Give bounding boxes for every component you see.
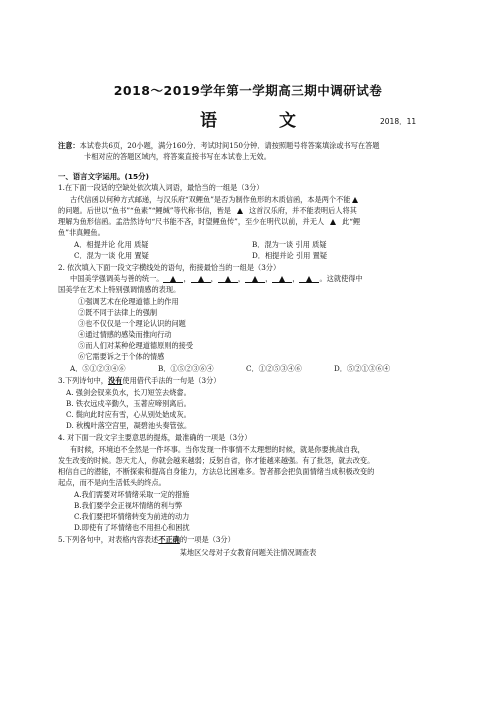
- exam-date: 2018．11: [380, 117, 417, 126]
- q1-option-d: D．相提并论 引用 置疑: [252, 251, 328, 260]
- q2-option-a: A．⑤①②③④⑥: [70, 364, 126, 373]
- blank-triangle-icon: [306, 276, 312, 282]
- q2-item: ③也不仅仅是一个理论认识的问题: [78, 319, 186, 328]
- subject-title: 语 文: [200, 111, 324, 131]
- q4-stem: 4. 对下面一段文字主要意思的提炼，最准确的一项是（3分）: [58, 433, 252, 442]
- q4-passage-line-1: 有时候，环境迫不全然是一件坏事。当你发现一件事情不太理想的时候，就是你要挑战自我，: [70, 445, 365, 454]
- q2-passage-line-2: 国美学在艺术上特别强调情感的表现。: [58, 285, 181, 294]
- blank-triangle-icon: [170, 276, 176, 282]
- q3-option-c: C. 鬓向此时应有雪，心从别处始成灰。: [66, 410, 191, 419]
- q2-item: ④通过情感的感染而推向行动: [78, 330, 172, 339]
- q1-passage-line-2: 的问题。后世以“鱼书”“鱼素”“鲤缄”等代称书信，皆是 这首汉乐府，并不能表明后人将其: [58, 206, 357, 215]
- q4-passage-line-4: 起点，而不是向生活低头的终点。: [58, 478, 166, 487]
- q2-option-b: B．①⑤②③⑥④: [158, 364, 214, 373]
- q5-table-title: 某地区父母对子女教育问题关注情况调查表: [179, 548, 317, 557]
- q2-item: ⑥它需要诉之于个体的情感: [78, 352, 165, 361]
- notice-label: 注意：: [58, 141, 80, 150]
- q1-passage-line-3: 理解为鱼形信函。孟浩然诗句“尺书能不吝，时望鲤鱼传”，至少在明代以前，并无人 此“鲤: [58, 217, 361, 226]
- q2-passage-line-1: 中国美学强调美与善的统一。 ， ， ， ， ， 。这就使得中: [70, 274, 363, 283]
- q1-option-b: B．混为一谈 引用 质疑: [252, 240, 327, 249]
- q2-item: ②既不同于法律上的强制: [78, 308, 158, 317]
- blank-triangle-icon: [252, 276, 258, 282]
- q1-passage-line-4: 鱼”非真鲤鱼。: [58, 228, 105, 237]
- section-heading: 一、语言文字运用。(15分): [58, 172, 149, 181]
- q1-option-a: A．相提并论 化用 质疑: [74, 240, 149, 249]
- blank-triangle-icon: [237, 208, 243, 214]
- q1-option-c: C．混为一谈 化用 置疑: [74, 251, 149, 260]
- exam-title: 2018～2019学年第一学期高三期中调研试卷: [113, 83, 383, 98]
- blank-triangle-icon: [225, 276, 231, 282]
- blank-triangle-icon: [279, 276, 285, 282]
- q4-option-c: C.我们要把坏情绪转变为前进的动力: [74, 512, 190, 521]
- notice-line-1: 注意：本试卷共6页，20小题，满分160分．考试时间150分钟．请按照题号将答案填涂或书写在答题: [58, 141, 380, 150]
- q2-option-d: D．⑤②①③⑥④: [334, 364, 391, 373]
- q2-item: ⑤而人们对某种伦理道德原则的接受: [78, 341, 194, 350]
- q3-option-d: D. 秋槐叶落空宫里，凝碧池头奏管弦。: [66, 421, 192, 430]
- q2-item: ①强调艺术在伦理道德上的作用: [78, 297, 179, 306]
- q4-option-b: B.我们要学会正视坏情绪的利与弊: [74, 501, 183, 510]
- blank-triangle-icon: [198, 276, 204, 282]
- notice-line-2: 卡相对应的答题区域内，将答案直接书写在本试卷上无效。: [84, 152, 271, 161]
- q3-option-a: A. 强剑会钗来负水，长刀短笠去烧畲。: [66, 388, 191, 397]
- q2-stem: 2. 依次填入下面一段文字横线处的语句，衔接最恰当的一组是（3分）: [58, 263, 281, 272]
- q1-passage-line-1: 古代信函以何种方式邮递，与汉乐府“双鲤鱼”是否为制作鱼形的木质信函，本是两个不能: [70, 195, 446, 206]
- q4-option-d: D.即使有了坏情绪也不用担心和困扰: [74, 523, 190, 532]
- q1-stem: 1.在下面一段话的空缺处依次填入词语，最恰当的一组是（3分）: [58, 183, 264, 192]
- q4-passage-line-3: 相信自己的潜能，不断探索和提高自身能力，方法总比困难多。智者都会把负面情绪当成积极改变的: [58, 467, 375, 476]
- q3-option-b: B. 铁衣远戍辛勤久，玉著应啼别离后。: [66, 399, 191, 408]
- q4-passage-line-2: 发生改变的时候。怨天尤人，你就会越来越弱；反躬自省，你才能越来越强。有了批怨，就去改变。: [58, 456, 375, 465]
- q5-stem: 5.下列各句中，对表格内容表述不正确的一项是（3分）: [58, 535, 235, 544]
- q2-option-c: C．①②⑤③④⑥: [246, 364, 302, 373]
- blank-triangle-icon: [330, 219, 336, 225]
- blank-triangle-icon: [352, 197, 358, 203]
- q4-option-a: A.我们需要对坏情绪采取一定的措施: [74, 490, 190, 499]
- q3-stem: 3.下列诗句中，没有使用借代手法的一句是（3分）: [58, 376, 221, 385]
